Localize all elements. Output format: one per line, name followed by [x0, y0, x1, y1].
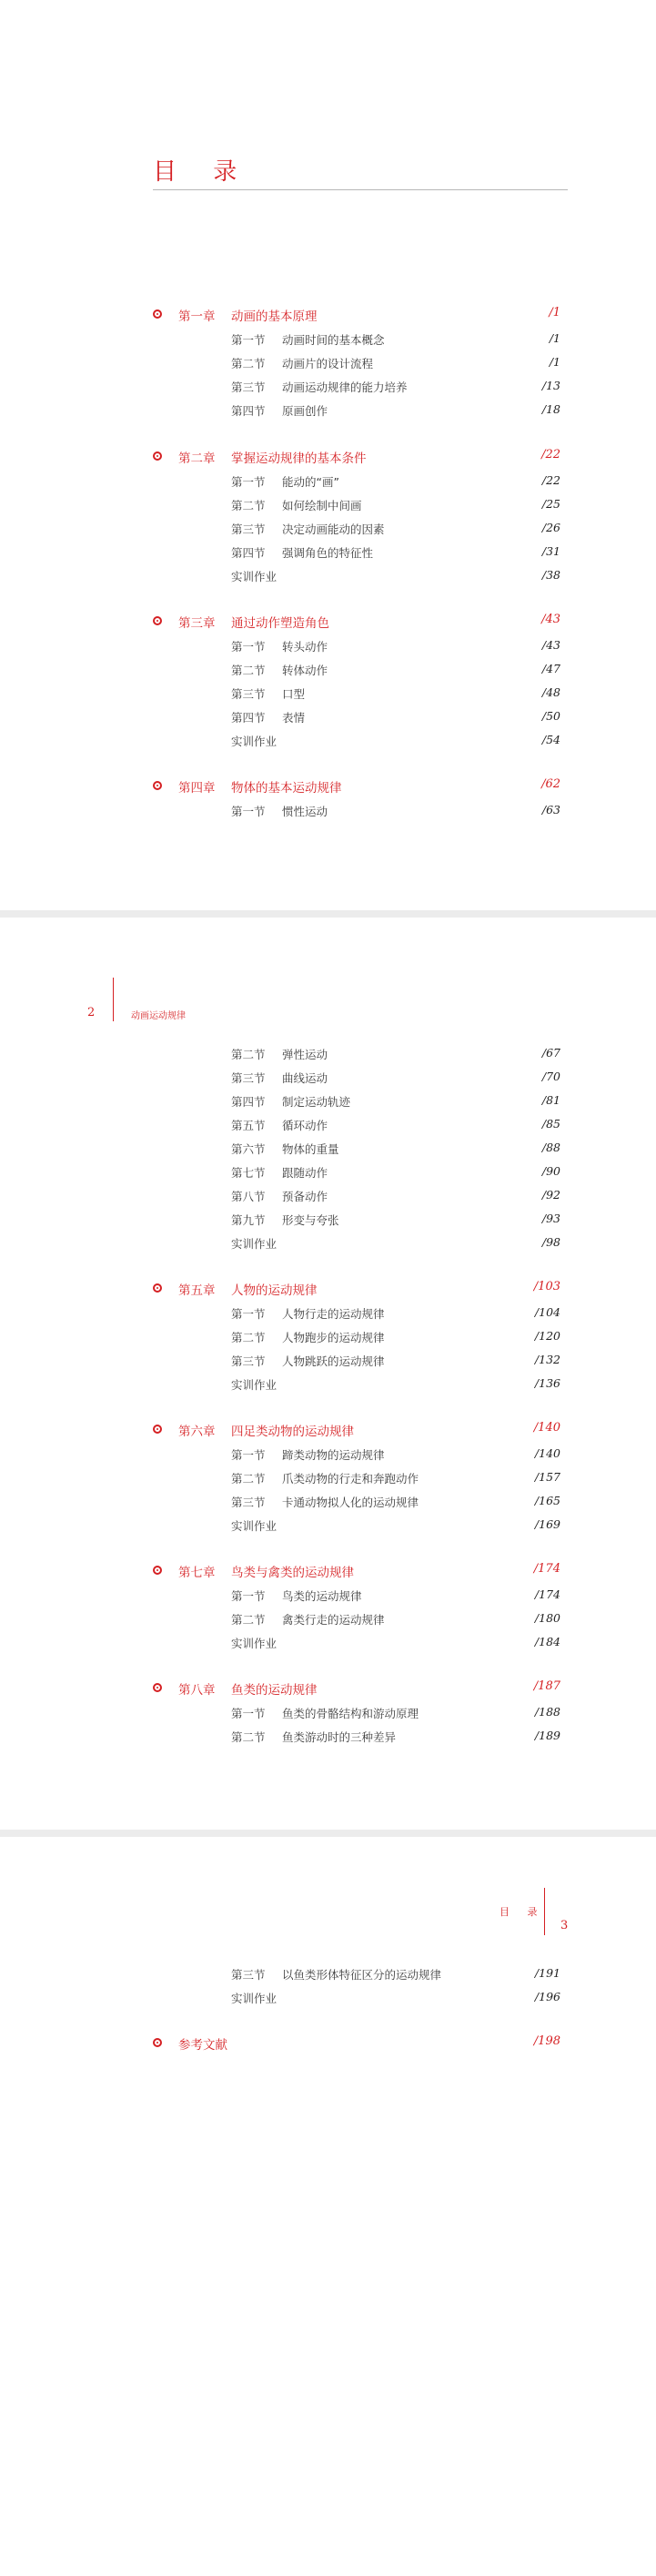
section-entry[interactable] — [231, 355, 560, 371]
section-page: /85 — [541, 1117, 560, 1131]
chapter-3-entry[interactable] — [153, 613, 560, 631]
section-page: /48 — [541, 685, 560, 699]
chapter-number: 第八章 — [178, 1683, 216, 1698]
section-page: /104 — [534, 1305, 560, 1319]
section-entry-exercise[interactable] — [231, 568, 560, 584]
chapter-title: 人物的运动规律 — [231, 1283, 318, 1298]
section-entry[interactable] — [231, 544, 560, 561]
section-entry[interactable] — [231, 1587, 560, 1604]
section-entry-exercise[interactable] — [231, 1517, 560, 1534]
toc-page-1 — [0, 0, 656, 910]
chapter-bullet-icon — [153, 781, 162, 790]
section-entry[interactable] — [231, 638, 560, 654]
section-page: /50 — [541, 709, 560, 723]
section-title: 实训作业 — [231, 570, 278, 583]
section-number: 第二节 — [231, 1613, 266, 1627]
section-number: 第二节 — [231, 1048, 266, 1061]
section-number: 第二节 — [231, 357, 266, 370]
section-entry[interactable] — [231, 1705, 560, 1721]
section-number: 第二节 — [231, 499, 266, 512]
section-entry[interactable] — [231, 1353, 560, 1369]
section-title: 人物行走的运动规律 — [282, 1307, 385, 1321]
section-entry-exercise[interactable] — [231, 1235, 560, 1252]
section-page: /169 — [534, 1517, 560, 1531]
section-title: 曲线运动 — [282, 1071, 328, 1085]
section-page: /81 — [541, 1093, 560, 1107]
section-page: /13 — [541, 379, 560, 392]
running-title: 动画运动规律 — [131, 1011, 186, 1021]
section-entry-exercise[interactable] — [231, 1635, 560, 1651]
toc-page-2 — [0, 918, 656, 1830]
section-title: 鸟类的运动规律 — [282, 1589, 362, 1603]
section-number: 第九节 — [231, 1213, 266, 1227]
page-separator — [0, 1830, 656, 1837]
chapter-page: /1 — [549, 306, 560, 319]
section-entry[interactable] — [231, 1494, 560, 1510]
title-divider — [153, 189, 568, 190]
page-number: 3 — [560, 1919, 569, 1932]
section-entry[interactable] — [231, 685, 560, 702]
chapter-number: 第三章 — [178, 616, 216, 631]
section-page: /92 — [541, 1188, 560, 1202]
section-page: /1 — [549, 331, 560, 345]
section-entry[interactable] — [231, 1188, 560, 1204]
section-page: /188 — [534, 1705, 560, 1719]
section-title: 实训作业 — [231, 1519, 278, 1533]
section-number: 第一节 — [231, 475, 266, 489]
section-title: 转体动作 — [282, 664, 328, 677]
section-number: 第一节 — [231, 1589, 266, 1603]
section-title: 人物跑步的运动规律 — [282, 1331, 385, 1344]
section-number: 第一节 — [231, 333, 266, 347]
section-number: 第一节 — [231, 805, 266, 818]
chapter-5-entry[interactable] — [153, 1280, 560, 1298]
chapter-title: 动画的基本原理 — [231, 309, 318, 324]
chapter-bullet-icon — [153, 1566, 162, 1575]
section-title: 人物跳跃的运动规律 — [282, 1354, 385, 1368]
chapter-number: 第七章 — [178, 1566, 216, 1580]
section-entry[interactable] — [231, 1212, 560, 1228]
section-title: 动画运动规律的能力培养 — [282, 380, 408, 394]
section-entry[interactable] — [231, 1093, 560, 1110]
chapter-page: /198 — [533, 2034, 560, 2048]
section-title: 制定运动轨迹 — [282, 1095, 351, 1109]
section-number: 第三节 — [231, 1354, 266, 1368]
toc-page-3 — [0, 1837, 656, 2576]
section-title: 实训作业 — [231, 1378, 278, 1392]
section-page: /98 — [541, 1235, 560, 1249]
section-page: /47 — [541, 662, 560, 675]
chapter-bullet-icon — [153, 1683, 162, 1692]
section-number: 第三节 — [231, 1496, 266, 1509]
section-page: /165 — [534, 1494, 560, 1507]
section-page: /70 — [541, 1070, 560, 1083]
section-entry[interactable] — [231, 1729, 560, 1745]
section-title: 蹄类动物的运动规律 — [282, 1448, 385, 1462]
section-entry[interactable] — [231, 1046, 560, 1062]
chapter-6-entry[interactable] — [153, 1421, 560, 1439]
section-entry[interactable] — [231, 1611, 560, 1628]
section-title: 决定动画能动的因素 — [282, 522, 385, 536]
section-number: 第五节 — [231, 1119, 266, 1132]
section-title: 爪类动物的行走和奔跑动作 — [282, 1472, 419, 1486]
section-page: /38 — [541, 568, 560, 582]
section-entry[interactable] — [231, 521, 560, 537]
section-number: 第四节 — [231, 711, 266, 725]
section-entry-exercise[interactable] — [231, 1990, 560, 2006]
chapter-number: 第一章 — [178, 309, 216, 324]
section-entry[interactable] — [231, 1470, 560, 1486]
section-title: 强调角色的特征性 — [282, 546, 374, 560]
chapter-1-entry[interactable] — [153, 306, 560, 324]
section-page: /18 — [541, 402, 560, 416]
section-page: /184 — [534, 1635, 560, 1648]
section-entry[interactable] — [231, 1117, 560, 1133]
section-entry[interactable] — [231, 1164, 560, 1181]
section-title: 口型 — [282, 687, 306, 701]
chapter-page: /187 — [533, 1679, 560, 1693]
section-page: /43 — [541, 638, 560, 652]
section-page: /136 — [534, 1376, 560, 1390]
section-page: /140 — [534, 1446, 560, 1460]
chapter-number: 第四章 — [178, 781, 216, 796]
section-page: /157 — [534, 1470, 560, 1484]
section-number: 第三节 — [231, 1071, 266, 1085]
chapter-title: 通过动作塑造角色 — [231, 616, 329, 631]
chapter-bullet-icon — [153, 2038, 162, 2047]
section-number: 第一节 — [231, 1307, 266, 1321]
toc-title: 目 录 — [153, 158, 252, 186]
running-title: 目 录 — [500, 1906, 545, 1918]
section-number: 第七节 — [231, 1166, 266, 1180]
section-title: 实训作业 — [231, 1637, 278, 1650]
chapter-number: 第五章 — [178, 1283, 216, 1298]
section-title: 鱼类游动时的三种差异 — [282, 1730, 397, 1744]
chapter-number: 第二章 — [178, 451, 216, 466]
section-number: 第二节 — [231, 1472, 266, 1486]
section-page: /63 — [541, 803, 560, 816]
section-title: 跟随动作 — [282, 1166, 328, 1180]
chapter-title: 四足类动物的运动规律 — [231, 1425, 354, 1439]
chapter-page: /103 — [533, 1280, 560, 1293]
section-title: 实训作业 — [231, 1992, 278, 2005]
section-entry[interactable] — [231, 1305, 560, 1322]
section-number: 第三节 — [231, 522, 266, 536]
chapter-2-entry[interactable] — [153, 448, 560, 466]
section-title: 预备动作 — [282, 1190, 328, 1203]
references-entry[interactable] — [153, 2034, 560, 2053]
section-title: 禽类行走的运动规律 — [282, 1613, 385, 1627]
section-title: 能动的“画” — [282, 475, 339, 489]
section-number: 第三节 — [231, 1968, 266, 1982]
section-number: 第三节 — [231, 380, 266, 394]
section-title: 物体的重量 — [282, 1142, 339, 1156]
chapter-page: /43 — [541, 613, 560, 626]
section-entry-exercise[interactable] — [231, 1376, 560, 1393]
section-title: 原画创作 — [282, 404, 328, 418]
section-page: /174 — [534, 1587, 560, 1601]
chapter-number: 第六章 — [178, 1425, 216, 1439]
section-entry[interactable] — [231, 402, 560, 419]
section-title: 以鱼类形体特征区分的运动规律 — [282, 1968, 442, 1982]
section-page: /31 — [541, 544, 560, 558]
section-number: 第四节 — [231, 546, 266, 560]
section-entry[interactable] — [231, 1070, 560, 1086]
section-number: 第一节 — [231, 1448, 266, 1462]
chapter-bullet-icon — [153, 1425, 162, 1434]
section-number: 第八节 — [231, 1190, 266, 1203]
chapter-page: /62 — [541, 777, 560, 791]
section-title: 实训作业 — [231, 735, 278, 748]
references-title: 参考文献 — [178, 2038, 227, 2053]
section-title: 循环动作 — [282, 1119, 328, 1132]
section-entry[interactable] — [231, 1141, 560, 1157]
section-entry[interactable] — [231, 473, 560, 490]
section-page: /26 — [541, 521, 560, 534]
section-number: 第一节 — [231, 640, 266, 654]
page-number: 2 — [87, 1006, 96, 1019]
page-separator — [0, 910, 656, 918]
section-entry[interactable] — [231, 1446, 560, 1463]
section-title: 转头动作 — [282, 640, 328, 654]
chapter-title: 鱼类的运动规律 — [231, 1683, 318, 1698]
section-entry[interactable] — [231, 379, 560, 395]
section-page: /120 — [534, 1329, 560, 1343]
section-entry[interactable] — [231, 497, 560, 513]
section-page: /88 — [541, 1141, 560, 1154]
section-entry[interactable] — [231, 662, 560, 678]
section-page: /1 — [549, 355, 560, 369]
section-title: 表情 — [282, 711, 306, 725]
section-page: /191 — [534, 1966, 560, 1980]
section-title: 如何绘制中间画 — [282, 499, 362, 512]
section-number: 第四节 — [231, 404, 266, 418]
section-page: /25 — [541, 497, 560, 511]
chapter-title: 掌握运动规律的基本条件 — [231, 451, 367, 466]
section-page: /93 — [541, 1212, 560, 1225]
section-title: 动画时间的基本概念 — [282, 333, 385, 347]
section-number: 第六节 — [231, 1142, 266, 1156]
section-number: 第一节 — [231, 1707, 266, 1720]
chapter-bullet-icon — [153, 1283, 162, 1293]
section-title: 实训作业 — [231, 1237, 278, 1251]
section-page: /90 — [541, 1164, 560, 1178]
chapter-page: /22 — [541, 448, 560, 461]
section-number: 第二节 — [231, 664, 266, 677]
chapter-page: /140 — [533, 1421, 560, 1435]
section-title: 动画片的设计流程 — [282, 357, 374, 370]
chapter-bullet-icon — [153, 309, 162, 319]
section-page: /180 — [534, 1611, 560, 1625]
section-number: 第二节 — [231, 1730, 266, 1744]
chapter-title: 鸟类与禽类的运动规律 — [231, 1566, 354, 1580]
chapter-8-entry[interactable] — [153, 1679, 560, 1698]
chapter-page: /174 — [533, 1562, 560, 1576]
chapter-title: 物体的基本运动规律 — [231, 781, 342, 796]
section-number: 第四节 — [231, 1095, 266, 1109]
section-number: 第二节 — [231, 1331, 266, 1344]
section-entry[interactable] — [231, 709, 560, 725]
chapter-4-entry[interactable] — [153, 777, 560, 796]
section-title: 弹性运动 — [282, 1048, 328, 1061]
section-number: 第三节 — [231, 687, 266, 701]
section-entry[interactable] — [231, 331, 560, 348]
section-entry[interactable] — [231, 1966, 560, 1983]
section-page: /22 — [541, 473, 560, 487]
section-title: 惯性运动 — [282, 805, 328, 818]
section-page: /196 — [534, 1990, 560, 2003]
section-page: /54 — [541, 733, 560, 746]
section-title: 鱼类的骨骼结构和游动原理 — [282, 1707, 419, 1720]
chapter-bullet-icon — [153, 451, 162, 461]
section-page: /67 — [541, 1046, 560, 1060]
section-entry[interactable] — [231, 1329, 560, 1345]
section-entry[interactable] — [231, 803, 560, 819]
header-rule — [544, 1888, 545, 1935]
section-title: 形变与夸张 — [282, 1213, 339, 1227]
section-title: 卡通动物拟人化的运动规律 — [282, 1496, 419, 1509]
chapter-7-entry[interactable] — [153, 1562, 560, 1580]
header-rule — [113, 978, 114, 1021]
chapter-bullet-icon — [153, 616, 162, 625]
section-entry-exercise[interactable] — [231, 733, 560, 749]
section-page: /189 — [534, 1729, 560, 1742]
section-page: /132 — [534, 1353, 560, 1366]
